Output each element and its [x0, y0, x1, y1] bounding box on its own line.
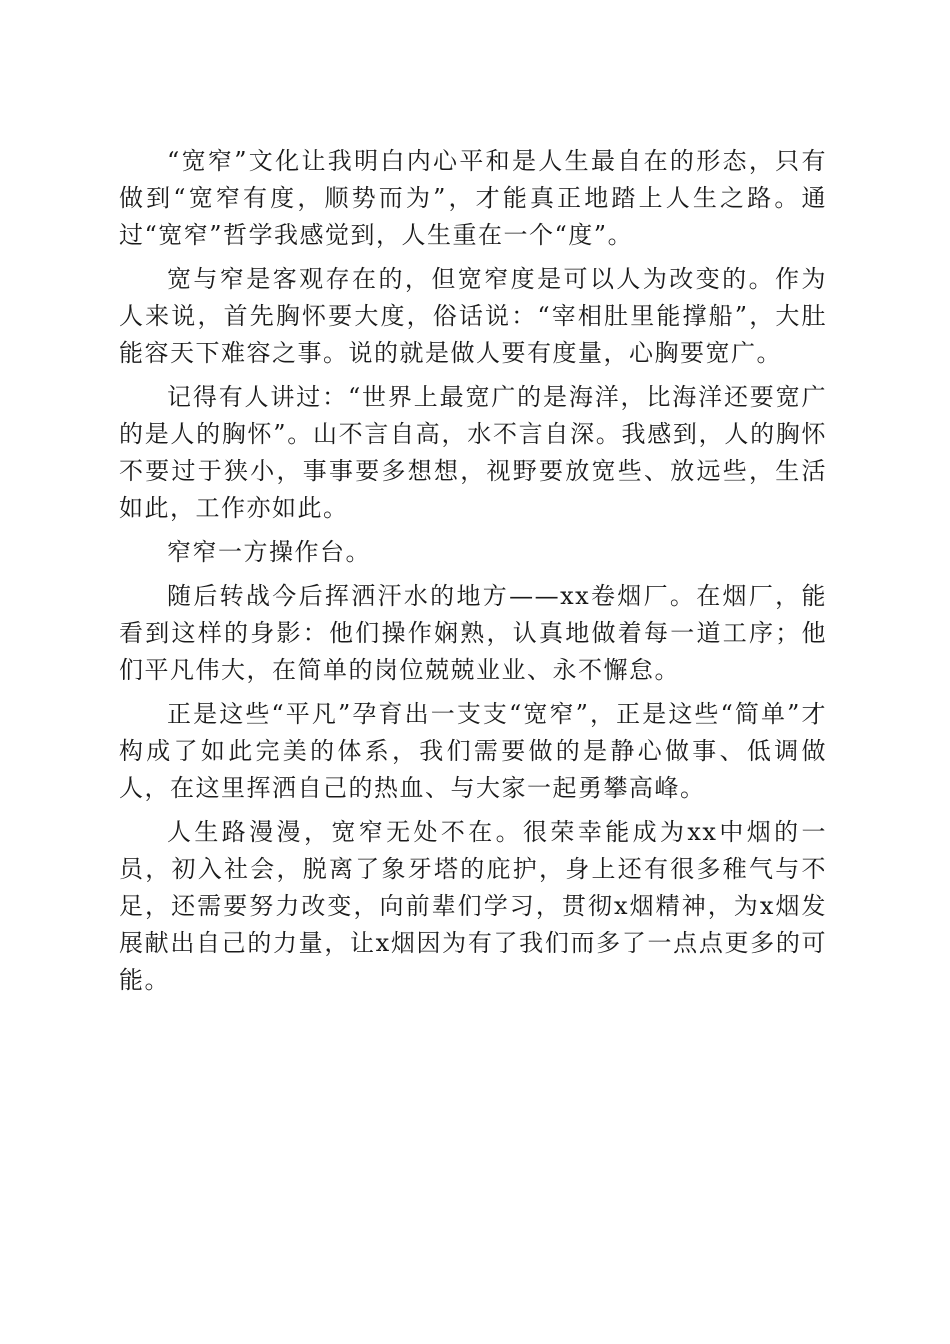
paragraph-1: “宽窄”文化让我明白内心平和是人生最自在的形态，只有做到“宽窄有度，顺势而为”，才能真正地踏上人生之路。通过“宽窄”哲学我感觉到，人生重在一个“度”。 — [119, 147, 827, 249]
paragraph-5: 随后转战今后挥洒汗水的地方——xx卷烟厂。在烟厂，能看到这样的身影：他们操作娴熟，认真地做着每一道工序；他们平凡伟大，在简单的岗位兢兢业业、永不懈怠。 — [119, 582, 827, 684]
paragraph-7: 人生路漫漫，宽窄无处不在。很荣幸能成为xx中烟的一员，初入社会，脱离了象牙塔的庇护，身上还有很多稚气与不足，还需要努力改变，向前辈们学习，贯彻x烟精神，为x烟发展献出自己的力量，让x烟因为有了我们而多了一点点更多的可能。 — [119, 818, 827, 994]
paragraph-6: 正是这些“平凡”孕育出一支支“宽窄”，正是这些“简单”才构成了如此完美的体系，我们需要做的是静心做事、低调做人，在这里挥洒自己的热血、与大家一起勇攀高峰。 — [119, 700, 827, 802]
paragraph-4: 窄窄一方操作台。 — [167, 538, 371, 566]
document-body — [119, 143, 827, 999]
paragraph-2: 宽与窄是客观存在的，但宽窄度是可以人为改变的。作为人来说，首先胸怀要大度，俗话说：“宰相肚里能撑船”，大肚能容天下难容之事。说的就是做人要有度量，心胸要宽广。 — [119, 265, 827, 367]
paragraph-3: 记得有人讲过：“世界上最宽广的是海洋，比海洋还要宽广的是人的胸怀”。山不言自高，水不言自深。我感到，人的胸怀不要过于狭小，事事要多想想，视野要放宽些、放远些，生活如此，工作亦如此。 — [119, 383, 827, 522]
